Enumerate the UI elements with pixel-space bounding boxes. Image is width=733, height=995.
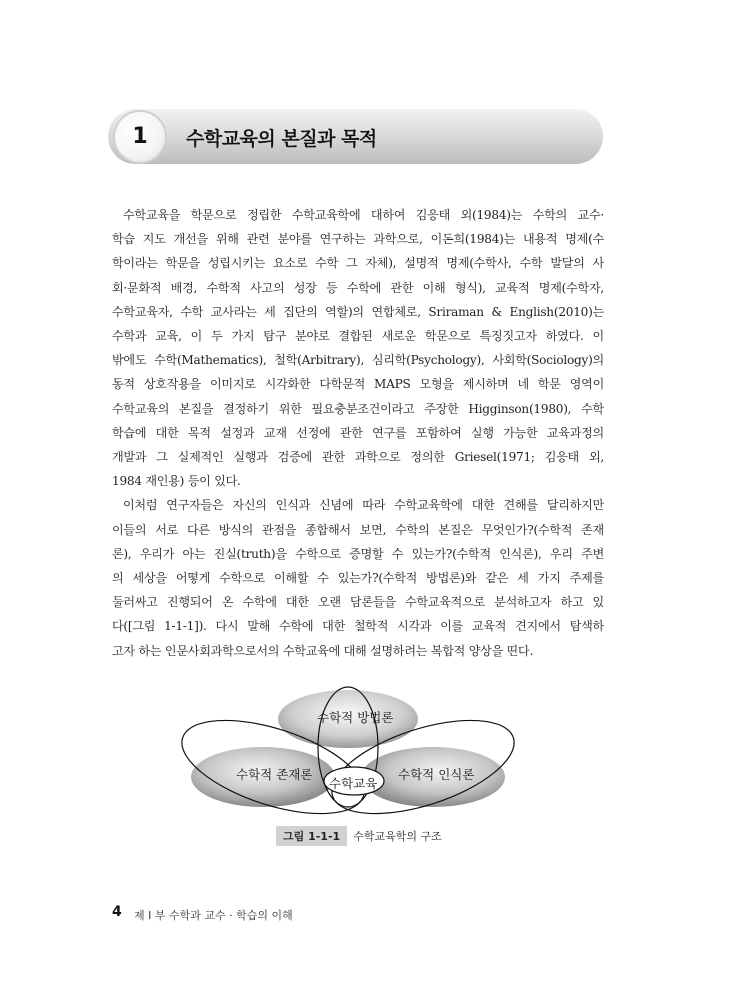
body-line: 동적 상호작용을 이미지로 시각화한 다학문적 MAPS 모형을 제시하며 네 학문 영역이 [112,377,604,392]
label-epistemology: 수학적 인식론 [398,767,475,782]
body-line: 수학교육을 학문으로 정립한 수학교육학에 대하여 김응태 외(1984)는 수학의 교수· [123,208,604,222]
body-line: 이들의 서로 다른 방식의 관점을 종합해서 보면, 수학의 본질은 무엇인가?(수학적 존재 [112,522,604,537]
venn-diagram [178,685,518,825]
body-line: 고자 하는 인문사회과학으로서의 수학교육에 대해 설명하려는 복합적 양상을 띤다. [112,643,534,658]
body-line: 밖에도 수학(Mathematics), 철학(Arbitrary), 심리학(Psychology), 사회학(Sociology)의 [112,353,604,368]
body-line: 수학교육자, 수학 교사라는 세 집단의 역할)의 연합체로, Sriraman & English(2010)는 [112,304,604,319]
caption-text: 수학교육학의 구조 [353,830,442,843]
body-line: 다([그림 1-1-1]). 다시 말해 수학에 대한 철학적 시각과 이를 교육적 견지에서 탐색하 [112,619,604,634]
body-line: 회·문화적 배경, 수학적 사고의 성장 등 수학에 관한 이해 형식), 교육적 명제(수학자, [112,280,604,295]
body-line: 학습에 대한 목적 설정과 교재 선정에 관한 연구를 포함하여 실행 가능한 교육과정의 [112,425,604,440]
running-footer: 제 I 부 수학과 교수 · 학습의 이해 [134,909,293,922]
body-line: 론), 우리가 아는 진실(truth)을 수학으로 증명할 수 있는가?(수학적 인식론), 우리 주변 [112,546,604,561]
caption-tag: 그림 1-1-1 [276,826,347,846]
chapter-number: 1 [115,112,165,162]
body-text [112,203,604,663]
page-number: 4 [112,904,122,920]
body-line: 수학교육의 본질을 결정하기 위한 필요충분조건이라고 주장한 Higginson(1980), 수학 [112,401,604,416]
figure-caption [276,826,442,846]
body-line: 이처럼 연구자들은 자신의 인식과 신념에 따라 수학교육학에 대한 견해를 달리하지만 [123,498,604,513]
figure-diagram [178,685,518,825]
body-line: 학습 지도 개선을 위해 관련 분야를 연구하는 과학으로, 이돈희(1984)는 내용적 명제(수 [112,232,604,247]
body-line: 둘러싸고 진행되어 온 수학에 대한 오랜 담론들을 수학교육적으로 분석하고자 하고 있 [112,595,604,610]
body-line: 의 세상을 어떻게 수학으로 이해할 수 있는가?(수학적 방법론)와 같은 세 가지 주제를 [112,571,604,586]
body-line: 개발과 그 실제적인 실행과 검증에 관한 과학으로 정의한 Griesel(1971; 김응태 외, [112,450,604,465]
body-line: 학이라는 학문을 성립시키는 요소로 수학 그 자체), 설명적 명제(수학사, 수학 발달의 사 [112,256,604,271]
label-math-education: 수학교육 [329,776,378,791]
chapter-title: 수학교육의 본질과 목적 [186,128,377,150]
body-line: 1984 재인용) 등이 있다. [112,474,241,489]
body-line: 수학과 교육, 이 두 가지 탐구 분야로 결합된 새로운 학문으로 특징짓고자 하였다. 이 [112,329,604,344]
label-ontology: 수학적 존재론 [236,767,313,782]
label-methodology: 수학적 방법론 [317,710,394,725]
